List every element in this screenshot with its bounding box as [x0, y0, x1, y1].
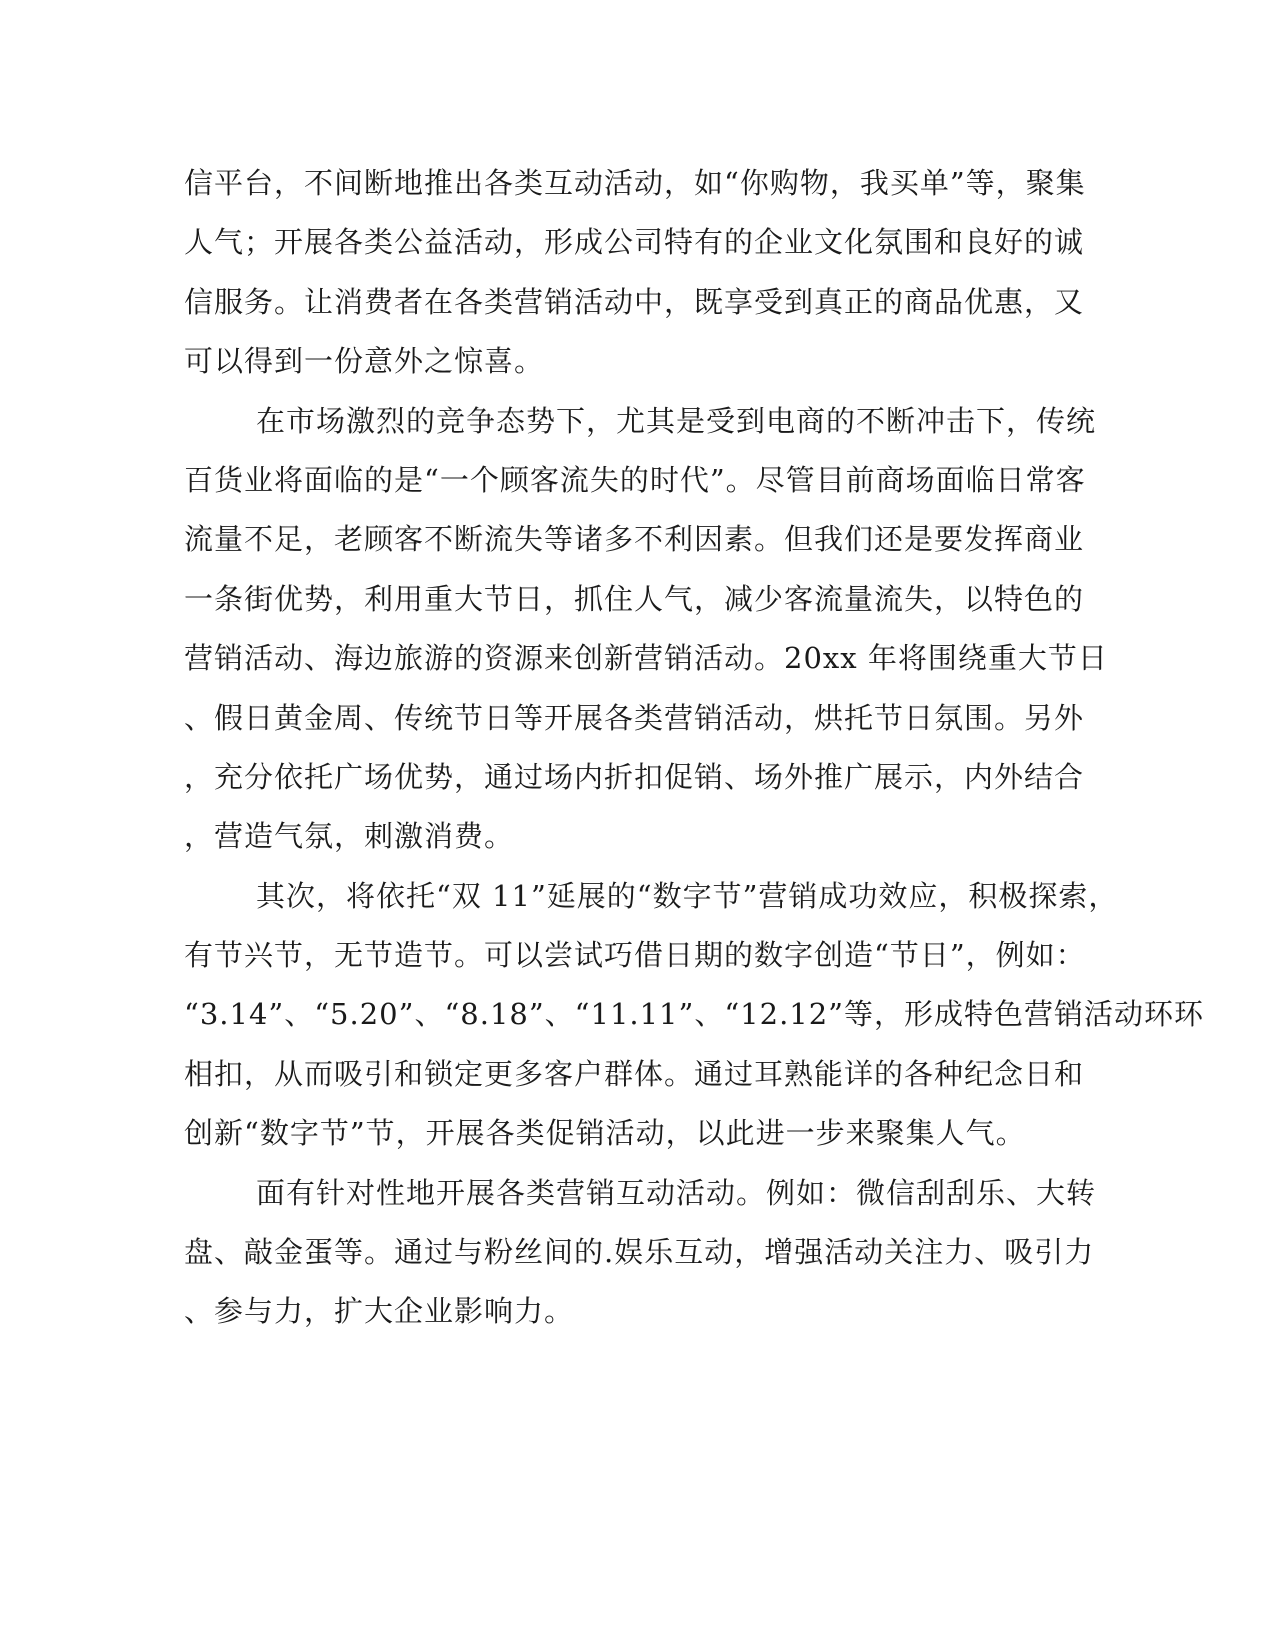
text-line: 其次，将依托“双 11”延展的“数字节”营销成功效应，积极探索，	[256, 878, 1119, 913]
text-line: 人气；开展各类公益活动，形成公司特有的企业文化氛围和良好的诚	[184, 225, 1085, 260]
text-line: 面有针对性地开展各类营销互动活动。例如：微信刮刮乐、大转	[256, 1175, 1097, 1210]
text-line: 一条街优势，利用重大节日，抓住人气，减少客流量流失，以特色的	[184, 581, 1085, 616]
text-line: 信服务。让消费者在各类营销活动中，既享受到真正的商品优惠，又	[184, 284, 1085, 319]
text-line: 可以得到一份意外之惊喜。	[184, 344, 545, 379]
text-line: 信平台，不间断地推出各类互动活动，如“你购物，我买单”等，聚集	[184, 166, 1086, 200]
text-line: 创新“数字节”节，开展各类促销活动，以此进一步来聚集人气。	[184, 1116, 1026, 1151]
text-line: 营销活动、海边旅游的资源来创新营销活动。20xx 年将围绕重大节日	[184, 641, 1108, 676]
text-line: 百货业将面临的是“一个顾客流失的时代”。尽管目前商场面临日常客	[184, 462, 1086, 497]
paragraph-3	[184, 867, 1205, 1164]
text-line: 流量不足，老顾客不断流失等诸多不利因素。但我们还是要发挥商业	[184, 522, 1085, 557]
paragraph-2	[184, 392, 1108, 867]
text-line: 有节兴节，无节造节。可以尝试巧借日期的数字创造“节日”，例如：	[184, 938, 1086, 973]
text-line: ，营造气氛，刺激消费。	[184, 819, 515, 854]
text-line: ，充分依托广场优势，通过场内折扣促销、场外推广展示，内外结合	[184, 759, 1085, 794]
paragraph-4	[184, 1164, 1097, 1342]
text-line: 在市场激烈的竞争态势下，尤其是受到电商的不断冲击下，传统	[256, 403, 1097, 438]
document-body	[184, 154, 1205, 1342]
text-line: 盘、敲金蛋等。通过与粉丝间的.娱乐互动，增强活动关注力、吸引力	[184, 1235, 1095, 1270]
text-line: 相扣，从而吸引和锁定更多客户群体。通过耳熟能详的各种纪念日和	[184, 1056, 1085, 1091]
text-line: 、假日黄金周、传统节日等开展各类营销活动，烘托节日氛围。另外	[184, 700, 1085, 735]
paragraph-1	[184, 154, 1086, 392]
text-line: 、参与力，扩大企业影响力。	[184, 1294, 575, 1329]
text-line: “3.14”、“5.20”、“8.18”、“11.11”、“12.12”等，形成特色营销活动环环	[184, 997, 1205, 1032]
